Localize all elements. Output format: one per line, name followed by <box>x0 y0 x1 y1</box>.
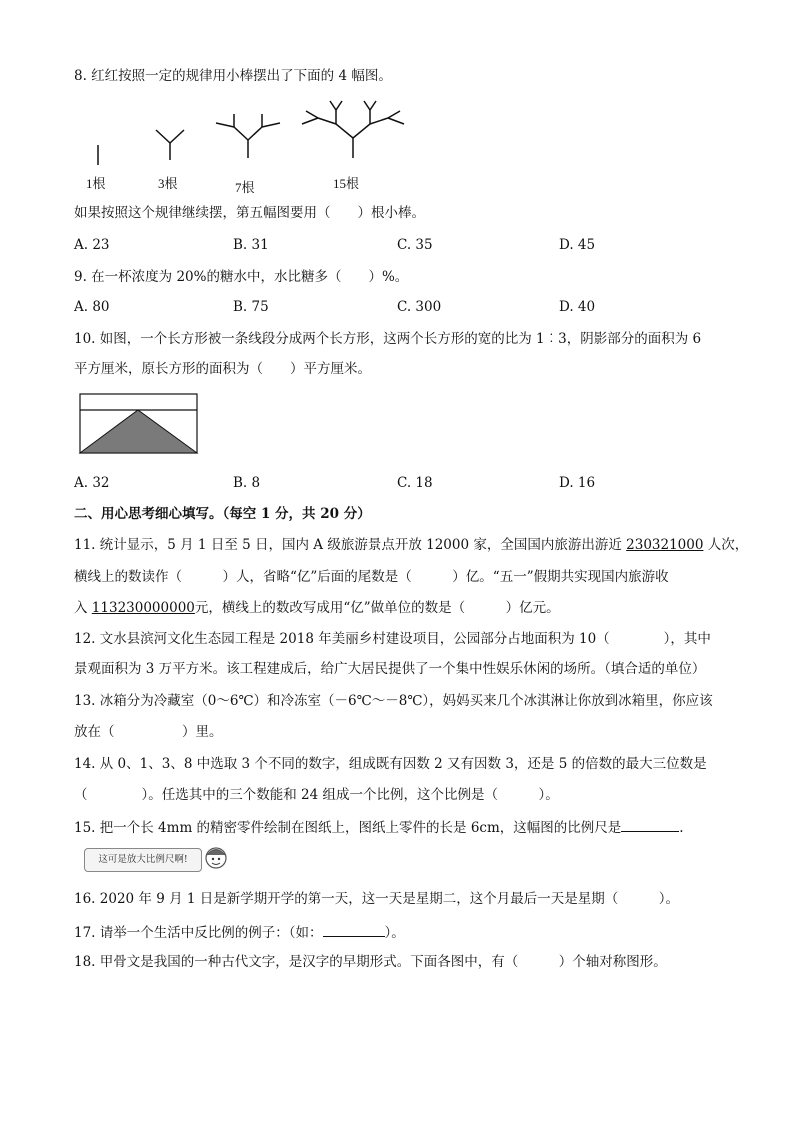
rectangle-figure <box>79 393 199 455</box>
q9-option-a[interactable]: A. 80 <box>74 299 110 315</box>
q9-option-c[interactable]: C. 300 <box>397 299 442 315</box>
q11-line1 <box>74 536 748 554</box>
q17-stem-text-a: 17. 请举一个生活中反比例的例子：（如： <box>74 925 323 941</box>
q10-option-d[interactable]: D. 16 <box>559 475 596 491</box>
q9-stem: 9. 在一杯浓度为 20%的糖水中，水比糖多（ ）%。 <box>74 269 409 285</box>
q10-option-c[interactable]: C. 18 <box>397 475 433 491</box>
q15-answer-blank[interactable] <box>621 817 679 832</box>
q10-stem-line1: 10. 如图，一个长方形被一条线段分成两个长方形，这两个长方形的宽的比为 1︰3，阴影部分的面积为 6 <box>74 331 702 347</box>
q9-option-b[interactable]: B. 75 <box>233 299 269 315</box>
q14-line1: 14. 从 0、1、3、8 中选取 3 个不同的数字，组成既有因数 2 又有因数 3，还是 5 的倍数的最大三位数是 <box>74 756 707 772</box>
q11-underlined-number-2: 113230000000 <box>91 600 195 616</box>
q8-question: 如果按照这个规律继续摆，第五幅图要用（ ）根小棒。 <box>74 205 425 221</box>
stick-figure-7 <box>212 110 284 165</box>
section-2-title: 二、用心思考细心填写。（每空 1 分，共 20 分） <box>74 506 371 522</box>
q11-line1-text-a: 11. 统计显示，5 月 1 日至 5 日，国内 A 级旅游景点开放 12000 家，全国国内旅游出游近 <box>74 537 627 553</box>
fig-label-3: 7根 <box>235 180 255 195</box>
stick-figure-3 <box>150 125 190 165</box>
q17-stem <box>74 922 405 942</box>
q11-line1-text-b: 人次， <box>703 537 749 553</box>
q15-stem <box>74 817 684 837</box>
q13-line2: 放在（ ）里。 <box>74 724 223 740</box>
q15-hint-bubble: 这可是放大比例尺啊! <box>84 848 202 872</box>
fig-label-2: 3根 <box>158 176 178 191</box>
q11-line3-text-a: 入 <box>74 600 92 616</box>
q8-option-a[interactable]: A. 23 <box>74 237 110 253</box>
q16-stem: 16. 2020 年 9 月 1 日是新学期开学的第一天，这一天是星期二，这个月最后一天是星期（ ）。 <box>74 891 680 907</box>
q10-option-b[interactable]: B. 8 <box>233 475 261 491</box>
q12-line1: 12. 文水县滨河文化生态园工程是 2018 年美丽乡村建设项目，公园部分占地面积为 10（ ），其中 <box>74 631 711 647</box>
q8-option-c[interactable]: C. 35 <box>397 237 433 253</box>
q8-option-d[interactable]: D. 45 <box>559 237 596 253</box>
q13-line1: 13. 冰箱分为冷藏室（0～6℃）和冷冻室（－6℃～－8℃），妈妈买来几个冰淇淋让你放到冰箱里，你应该 <box>74 693 713 709</box>
q8-stem: 8. 红红按照一定的规律用小棒摆出了下面的 4 幅图。 <box>74 68 392 84</box>
stick-figure-15 <box>298 98 408 162</box>
fig-label-1: 1根 <box>86 176 106 191</box>
fig-label-4: 15根 <box>333 176 360 191</box>
q8-option-b[interactable]: B. 31 <box>233 237 269 253</box>
q11-line3-text-b: 元，横线上的数改写成用“亿”做单位的数是（ ）亿元。 <box>194 600 560 616</box>
q14-line2: （ ）。任选其中的三个数能和 24 组成一个比例，这个比例是（ ）。 <box>74 787 559 803</box>
q15-stem-end: . <box>679 820 684 836</box>
q17-answer-blank[interactable] <box>323 922 385 937</box>
q10-option-a[interactable]: A. 32 <box>74 475 110 491</box>
q9-option-d[interactable]: D. 40 <box>559 299 596 315</box>
q11-underlined-number-1: 230321000 <box>626 537 704 553</box>
q18-stem: 18. 甲骨文是我国的一种古代文字，是汉字的早期形式。下面各图中，有（ ）个轴对称图形。 <box>74 954 667 970</box>
q15-stem-text: 15. 把一个长 4mm 的精密零件绘制在图纸上，图纸上零件的长是 6cm，这幅图的比例尺是 <box>74 820 622 836</box>
stick-figure-1 <box>90 140 110 170</box>
q10-stem-line2: 平方厘米，原长方形的面积为（ ）平方厘米。 <box>74 361 371 377</box>
q11-line2: 横线上的数读作（ ）人，省略“亿”后面的尾数是（ ）亿。“五一”假期共实现国内旅游收 <box>74 569 669 585</box>
q17-stem-text-b: ）。 <box>384 925 405 941</box>
q11-line3 <box>74 599 560 617</box>
cartoon-kid-icon <box>203 844 229 872</box>
q12-line2: 景观面积为 3 万平方米。该工程建成后，给广大居民提供了一个集中性娱乐休闲的场所。（填合适的单位） <box>74 661 706 677</box>
